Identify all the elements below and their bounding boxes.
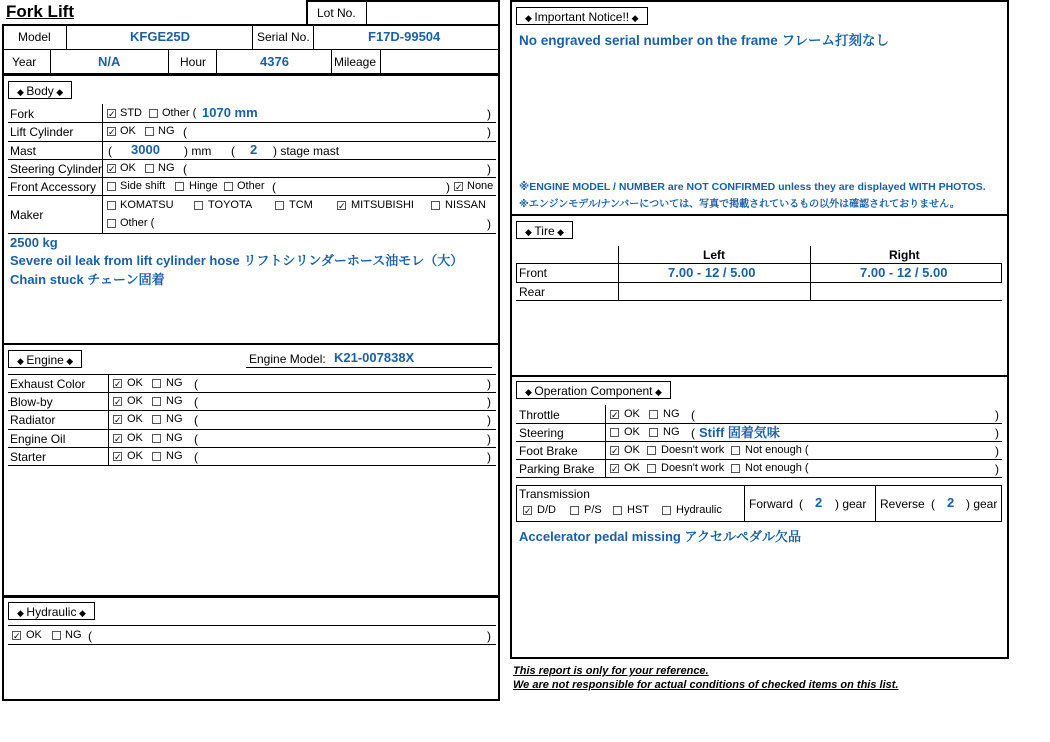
forward-gear: ) gear [835, 497, 867, 511]
engine-starter-ok-checkbox[interactable]: ✓ [114, 452, 122, 462]
parking-brake-doesnt-checkbox[interactable] [647, 464, 656, 473]
engine-starter-ok-label: OK [127, 450, 143, 462]
parking-brake-close: ) [995, 462, 999, 476]
trans-hst-checkbox[interactable] [613, 506, 622, 515]
lift-ok-label: OK [120, 125, 136, 137]
hydraulic-ok-checkbox[interactable]: ✓ [13, 631, 21, 641]
steering-cylinder-label: Steering Cylinder [10, 162, 103, 176]
hydraulic-ok-label: OK [26, 629, 42, 641]
throttle-label: Throttle [519, 408, 560, 422]
throttle-open: ( [691, 408, 695, 422]
engine-starter-ng-label: NG [166, 450, 183, 462]
tcm-checkbox[interactable] [275, 201, 284, 210]
fork-close: ) [487, 107, 491, 121]
engine-exhaust-color-ng-checkbox[interactable] [152, 379, 161, 388]
engine-starter-close: ) [487, 450, 491, 464]
engine-blow-by-close: ) [487, 395, 491, 409]
nissan-checkbox[interactable] [431, 201, 440, 210]
page-title: Fork Lift [6, 2, 74, 21]
throttle-close: ) [995, 408, 999, 422]
forward-value: 2 [815, 495, 823, 510]
hydraulic-ng-label: NG [65, 629, 82, 641]
lift-cylinder-label: Lift Cylinder [10, 125, 74, 139]
engine-engine-oil-ng-label: NG [166, 432, 183, 444]
engine-radiator-label: Radiator [10, 413, 56, 427]
mileage-label: Mileage [334, 55, 377, 69]
mast-open: ( [108, 144, 112, 158]
side-shift-checkbox[interactable] [107, 182, 116, 191]
mast-label: Mast [10, 144, 37, 158]
fork-label: Fork [10, 107, 34, 121]
engine-blow-by-open: ( [194, 395, 198, 409]
parking-brake-label: Parking Brake [519, 462, 595, 476]
serial-value: F17D-99504 [368, 29, 441, 44]
foot-brake-label: Foot Brake [519, 444, 578, 458]
engine-starter-open: ( [194, 450, 198, 464]
none-label: None [467, 180, 494, 192]
engine-section-tag: ◆ Engine ◆ [8, 350, 82, 368]
trans-ps-checkbox[interactable] [570, 506, 579, 515]
front-other-checkbox[interactable] [224, 182, 233, 191]
fork-std-checkbox[interactable]: ✓ [108, 109, 116, 119]
engine-radiator-ng-label: NG [166, 413, 183, 425]
front-accessory-label: Front Accessory [10, 180, 97, 194]
engine-radiator-ng-checkbox[interactable] [152, 415, 161, 424]
hydraulic-section-tag: ◆ Hydraulic ◆ [8, 602, 95, 620]
toyota-checkbox[interactable] [194, 201, 203, 210]
engine-blow-by-ng-label: NG [166, 395, 183, 407]
mast-value: 3000 [131, 142, 160, 157]
hour-value: 4376 [260, 54, 289, 69]
komatsu-checkbox[interactable] [107, 201, 116, 210]
trans-dd-checkbox[interactable]: ✓ [524, 506, 532, 516]
engine-blow-by-ok-checkbox[interactable]: ✓ [114, 397, 122, 407]
lift-close: ) [487, 125, 491, 139]
engine-blow-by-ng-checkbox[interactable] [152, 397, 161, 406]
fork-other-checkbox[interactable] [149, 109, 158, 118]
engine-exhaust-color-open: ( [194, 377, 198, 391]
model-value: KFGE25D [130, 29, 190, 44]
body-remark-1: Severe oil leak from lift cylinder hose リフトシリンダーホース油モレ（大） [10, 253, 464, 268]
engine-engine-oil-close: ) [487, 432, 491, 446]
model-label: Model [18, 30, 51, 44]
body-remark-2: Chain stuck チェーン固着 [10, 272, 165, 287]
throttle-ok-checkbox[interactable]: ✓ [611, 410, 619, 420]
tire-front-label: Front [519, 266, 548, 280]
hinge-label: Hinge [189, 180, 218, 192]
engine-exhaust-color-ok-checkbox[interactable]: ✓ [114, 379, 122, 389]
serial-label: Serial No. [257, 30, 310, 44]
steering-close: ) [995, 426, 999, 440]
parking-brake-ok-label: OK [624, 462, 640, 474]
operation-section-tag: ◆ Operation Component ◆ [516, 381, 671, 399]
parking-brake-notenough-label: Not enough ( [745, 462, 809, 474]
mast-stage-open: ( [231, 144, 235, 158]
engine-starter-label: Starter [10, 450, 47, 464]
trans-hydraulic-checkbox[interactable] [662, 506, 671, 515]
trans-hydraulic-label: Hydraulic [676, 504, 722, 516]
parking-brake-doesnt-label: Doesn't work [661, 462, 725, 474]
forward-label: Forward [749, 497, 794, 511]
steering-open: ( [691, 426, 695, 440]
front-open: ( [272, 180, 276, 194]
throttle-ok-label: OK [624, 408, 640, 420]
engine-engine-oil-ng-checkbox[interactable] [152, 434, 161, 443]
engine-blow-by-label: Blow-by [10, 395, 53, 409]
maker-toyota: TOYOTA [208, 199, 253, 211]
steering-cyl-ng-label: NG [158, 162, 175, 174]
tire-section [510, 214, 1009, 377]
foot-brake-notenough-checkbox[interactable] [731, 446, 740, 455]
tire-front-left: 7.00 - 12 / 5.00 [668, 265, 756, 280]
fork-value: 1070 mm [202, 105, 258, 120]
hinge-checkbox[interactable] [175, 182, 184, 191]
year-value: N/A [98, 54, 121, 69]
tire-section-tag: ◆ Tire ◆ [516, 221, 573, 239]
steering-cyl-ng-checkbox[interactable] [145, 164, 154, 173]
trans-hst-label: HST [627, 504, 649, 516]
engine-starter-ng-checkbox[interactable] [152, 452, 161, 461]
steering-cyl-open: ( [183, 162, 187, 176]
mitsubishi-checkbox[interactable]: ✓ [338, 201, 346, 211]
steering-ng-checkbox[interactable] [649, 428, 658, 437]
maker-other-checkbox[interactable] [107, 219, 116, 228]
foot-brake-ok-label: OK [624, 444, 640, 456]
tire-front-right: 7.00 - 12 / 5.00 [860, 265, 948, 280]
trans-dd-label: D/D [537, 504, 556, 516]
mast-unit: ) mm [184, 144, 212, 158]
hydraulic-close: ) [487, 629, 491, 643]
foot-brake-ok-checkbox[interactable]: ✓ [611, 446, 619, 456]
foot-brake-close: ) [995, 444, 999, 458]
engine-exhaust-color-label: Exhaust Color [10, 377, 86, 391]
mast-stage-label: ) stage mast [273, 144, 340, 158]
lift-ok-checkbox[interactable]: ✓ [108, 127, 116, 137]
steering-cyl-ok-label: OK [120, 162, 136, 174]
throttle-ng-checkbox[interactable] [649, 410, 658, 419]
notice-text: No engraved serial number on the frame フレーム打刻なし [519, 33, 890, 48]
notice-warning-jp: ※エンジンモデル/ナンバーについては、写真で掲載されているもの以外は確認されておりません。 [519, 199, 960, 210]
parking-brake-notenough-checkbox[interactable] [731, 464, 740, 473]
front-other-label: Other [237, 180, 265, 192]
maker-label: Maker [10, 208, 44, 222]
reverse-gear: ) gear [966, 497, 998, 511]
hour-label: Hour [180, 55, 207, 69]
reverse-label: Reverse [880, 497, 925, 511]
foot-brake-doesnt-label: Doesn't work [661, 444, 725, 456]
engine-radiator-ok-checkbox[interactable]: ✓ [114, 415, 122, 425]
transmission-label: Transmission [519, 487, 590, 501]
side-shift-label: Side shift [120, 180, 166, 192]
steering-ng-label: NG [663, 426, 680, 438]
fork-other-label: Other ( [162, 107, 197, 119]
maker-close: ) [487, 217, 491, 231]
foot-brake-doesnt-checkbox[interactable] [647, 446, 656, 455]
parking-brake-ok-checkbox[interactable]: ✓ [611, 464, 619, 474]
engine-model-value: K21-007838X [334, 350, 415, 365]
lot-label: Lot No. [317, 6, 356, 20]
year-label: Year [12, 55, 37, 69]
trans-ps-label: P/S [584, 504, 602, 516]
fork-std-label: STD [120, 107, 142, 119]
notice-warning-en: ※ENGINE MODEL / NUMBER are NOT CONFIRMED unless they are displayed WITH PHOTOS. [519, 181, 986, 193]
maker-tcm: TCM [289, 199, 313, 211]
steering-ok-label: OK [624, 426, 640, 438]
steering-cyl-ok-checkbox[interactable]: ✓ [108, 164, 116, 174]
engine-engine-oil-open: ( [194, 432, 198, 446]
front-close: ) [446, 180, 450, 194]
throttle-ng-label: NG [663, 408, 680, 420]
lift-ng-checkbox[interactable] [145, 127, 154, 136]
capacity-value: 2500 kg [10, 235, 58, 250]
engine-engine-oil-label: Engine Oil [10, 432, 66, 446]
notice-section-tag: ◆ Important Notice!! ◆ [516, 7, 648, 25]
engine-radiator-ok-label: OK [127, 413, 143, 425]
operation-remark: Accelerator pedal missing アクセルペダル欠品 [519, 529, 802, 544]
maker-other-label: Other ( [120, 217, 155, 229]
steering-label: Steering [519, 426, 564, 440]
lift-ng-label: NG [158, 125, 175, 137]
tire-left-header: Left [703, 248, 725, 262]
lift-open: ( [183, 125, 187, 139]
reverse-value: 2 [947, 495, 955, 510]
maker-komatsu: KOMATSU [120, 199, 174, 211]
engine-radiator-open: ( [194, 413, 198, 427]
engine-exhaust-color-ok-label: OK [127, 377, 143, 389]
engine-engine-oil-ok-checkbox[interactable]: ✓ [114, 434, 122, 444]
hydraulic-open: ( [88, 629, 92, 643]
engine-radiator-close: ) [487, 413, 491, 427]
hydraulic-ng-checkbox[interactable] [52, 631, 61, 640]
tire-rear-label: Rear [519, 285, 546, 299]
maker-nissan: NISSAN [445, 199, 486, 211]
foot-brake-notenough-label: Not enough ( [745, 444, 809, 456]
tire-right-header: Right [889, 248, 920, 262]
footer-line-2: We are not responsible for actual conditions of checked items on this list. [513, 679, 899, 691]
engine-model-label: Engine Model: [249, 352, 326, 366]
steering-ok-checkbox[interactable] [610, 428, 619, 437]
engine-engine-oil-ok-label: OK [127, 432, 143, 444]
engine-blow-by-ok-label: OK [127, 395, 143, 407]
forward-open: ( [799, 497, 803, 511]
steering-cyl-close: ) [487, 162, 491, 176]
engine-exhaust-color-close: ) [487, 377, 491, 391]
body-section-tag: ◆ Body ◆ [8, 81, 72, 99]
reverse-open: ( [931, 497, 935, 511]
footer-line-1: This report is only for your reference. [513, 665, 709, 677]
maker-mitsubishi: MITSUBISHI [351, 199, 414, 211]
engine-exhaust-color-ng-label: NG [166, 377, 183, 389]
mast-stage-value: 2 [250, 142, 258, 157]
none-checkbox[interactable]: ✓ [455, 182, 463, 192]
steering-note: Stiff 固着気味 [699, 425, 780, 440]
